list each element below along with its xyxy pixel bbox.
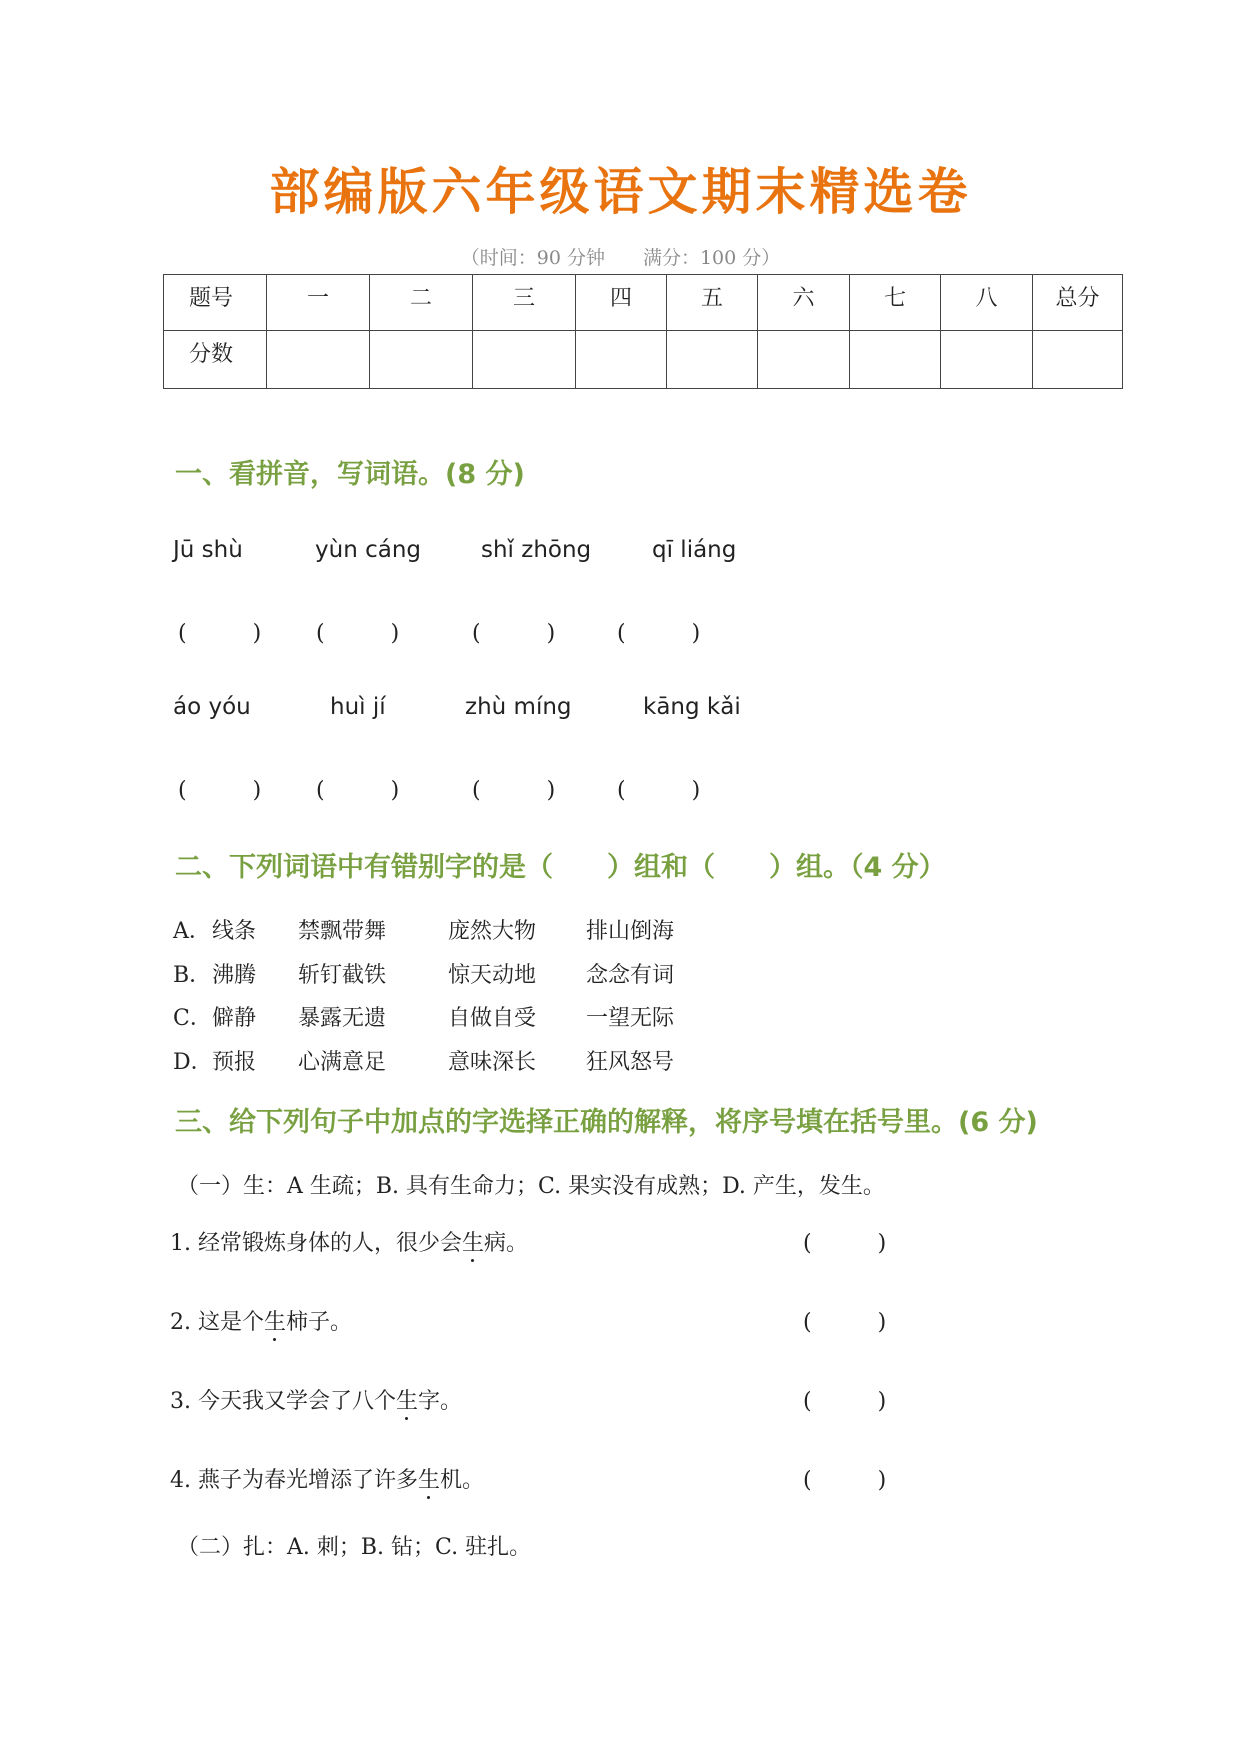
- score-cell[interactable]: [267, 331, 370, 389]
- option-word: 僻静: [212, 1006, 257, 1031]
- dotted-character: 生: [263, 1310, 286, 1335]
- option-word: 庞然大物: [448, 919, 537, 944]
- pinyin: áo yóu: [173, 694, 251, 720]
- pinyin: Jū shù: [173, 537, 243, 563]
- question-text: 1. 经常锻炼身体的人，很少会: [170, 1231, 462, 1256]
- answer-blank[interactable]: ( ): [803, 1231, 887, 1256]
- score-cell[interactable]: [941, 331, 1033, 389]
- score-cell[interactable]: [1033, 331, 1123, 389]
- question-text: 2. 这是个: [170, 1310, 264, 1335]
- option-word: 禁飘带舞: [298, 919, 387, 944]
- option-word: 斩钉截铁: [298, 963, 387, 988]
- question-text: 字。: [418, 1389, 463, 1414]
- question-item: [170, 1305, 352, 1336]
- answer-blank[interactable]: ( ): [803, 1310, 887, 1335]
- option-word: 心满意足: [298, 1050, 387, 1075]
- score-cell[interactable]: [667, 331, 758, 389]
- group1-definitions: （一）生：A 生疏；B. 具有生命力；C. 果实没有成熟；D. 产生，发生。: [177, 1174, 885, 1199]
- header-cell: 二: [370, 275, 473, 331]
- header-cell: 八: [941, 275, 1033, 331]
- answer-blank[interactable]: ( ): [316, 778, 400, 803]
- score-cell[interactable]: [473, 331, 576, 389]
- option-word: 意味深长: [448, 1050, 537, 1075]
- question-item: [170, 1463, 484, 1494]
- header-cell: 七: [850, 275, 941, 331]
- score-table: [163, 274, 1123, 389]
- score-cell[interactable]: [576, 331, 667, 389]
- section3-heading: 三、给下列句子中加点的字选择正确的解释，将序号填在括号里。(6 分): [175, 1107, 1038, 1138]
- row-label: 分数: [164, 331, 267, 389]
- header-cell: 五: [667, 275, 758, 331]
- option-letter: C．: [173, 1006, 212, 1031]
- page-title: 部编版六年级语文期末精选卷: [269, 163, 972, 221]
- answer-blank[interactable]: ( ): [803, 1389, 887, 1414]
- option-word: 线条: [212, 919, 257, 944]
- section1-heading: 一、看拼音，写词语。(8 分): [175, 459, 525, 490]
- answer-blank[interactable]: ( ): [803, 1468, 887, 1493]
- option-word: 排山倒海: [586, 919, 675, 944]
- option-word: 暴露无遗: [298, 1006, 387, 1031]
- option-word: 自做自受: [448, 1006, 537, 1031]
- dotted-character: 生: [417, 1468, 440, 1493]
- pinyin: kāng kǎi: [643, 694, 741, 720]
- option-word: 惊天动地: [448, 963, 537, 988]
- answer-blank[interactable]: ( ): [472, 621, 556, 646]
- exam-info: （时间：90 分钟 满分：100 分）: [460, 247, 781, 269]
- score-cell[interactable]: [758, 331, 850, 389]
- option-word: 一望无际: [586, 1006, 675, 1031]
- answer-blank[interactable]: ( ): [617, 778, 701, 803]
- option-word: 狂风怒号: [586, 1050, 675, 1075]
- option-word: 念念有词: [586, 963, 675, 988]
- option-word: 沸腾: [212, 963, 257, 988]
- question-text: 柿子。: [286, 1310, 353, 1335]
- option-letter: A．: [173, 919, 211, 944]
- option-word: 预报: [212, 1050, 257, 1075]
- dotted-character: 生: [395, 1389, 418, 1414]
- pinyin: huì jí: [330, 694, 386, 720]
- question-item: [170, 1384, 462, 1415]
- header-cell: 题号: [164, 275, 267, 331]
- score-cell[interactable]: [850, 331, 941, 389]
- header-cell: 四: [576, 275, 667, 331]
- answer-blank[interactable]: ( ): [472, 778, 556, 803]
- header-cell: 总分: [1033, 275, 1123, 331]
- question-item: [170, 1226, 528, 1257]
- question-text: 4. 燕子为春光增添了许多: [170, 1468, 418, 1493]
- score-cell[interactable]: [370, 331, 473, 389]
- header-cell: 三: [473, 275, 576, 331]
- pinyin: shǐ zhōng: [481, 537, 592, 563]
- section2-heading: 二、下列词语中有错别字的是（ ）组和（ ）组。（4 分）: [175, 852, 946, 883]
- option-letter: D．: [173, 1050, 213, 1075]
- question-text: 机。: [440, 1468, 485, 1493]
- answer-blank[interactable]: ( ): [178, 621, 262, 646]
- option-letter: B．: [173, 963, 212, 988]
- pinyin: qī liáng: [652, 537, 737, 563]
- header-cell: 一: [267, 275, 370, 331]
- answer-blank[interactable]: ( ): [316, 621, 400, 646]
- answer-blank[interactable]: ( ): [178, 778, 262, 803]
- header-cell: 六: [758, 275, 850, 331]
- answer-blank[interactable]: ( ): [617, 621, 701, 646]
- dotted-character: 生: [461, 1231, 484, 1256]
- question-text: 3. 今天我又学会了八个: [170, 1389, 396, 1414]
- pinyin: zhù míng: [465, 694, 572, 720]
- group2-definitions: （二）扎：A. 刺；B. 钻；C. 驻扎。: [177, 1535, 532, 1560]
- pinyin: yùn cáng: [315, 537, 421, 563]
- question-text: 病。: [484, 1231, 529, 1256]
